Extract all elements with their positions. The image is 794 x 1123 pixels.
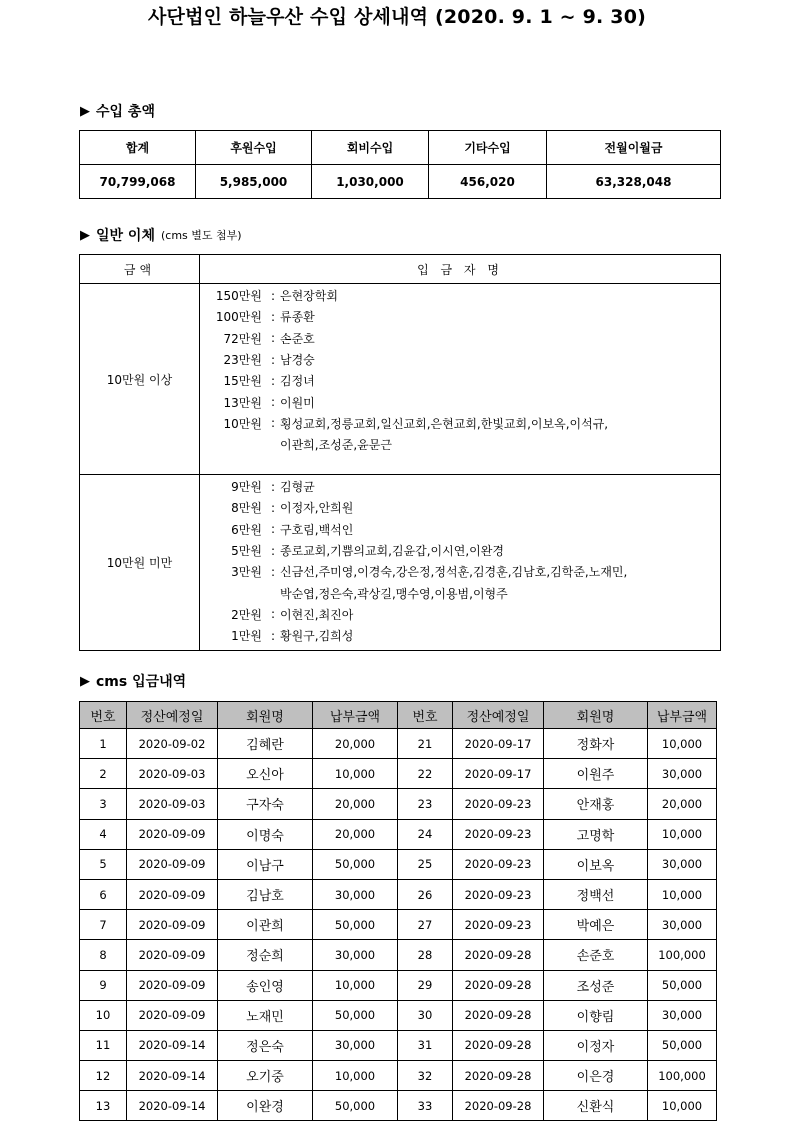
cell-amount: 50,000 <box>313 849 398 879</box>
cell-number: 26 <box>398 879 453 909</box>
cell-member-name: 이향림 <box>544 1000 648 1030</box>
summary-membership: 1,030,000 <box>312 165 429 199</box>
above-100k-row <box>80 284 721 475</box>
below-100k-label: 10만원 미만 <box>80 475 200 651</box>
donor-line: 15만원 : 김정녀 <box>223 373 315 389</box>
summary-carryover: 63,328,048 <box>547 165 721 199</box>
cell-number: 12 <box>80 1061 127 1091</box>
cell-settlement-date: 2020-09-02 <box>127 729 218 759</box>
depositor-header: 입 금 자 명 <box>200 255 721 284</box>
cell-number: 22 <box>398 759 453 789</box>
cell-member-name: 오신아 <box>218 759 313 789</box>
donor-line-continued: 이관희,조성준,윤문근 <box>280 438 392 453</box>
cell-member-name: 박예은 <box>544 910 648 940</box>
table-row <box>80 879 717 909</box>
cell-member-name: 이관희 <box>218 910 313 940</box>
table-row <box>80 789 717 819</box>
cms-header: 납부금액 <box>313 702 398 729</box>
cell-amount: 20,000 <box>313 819 398 849</box>
cell-amount: 20,000 <box>313 729 398 759</box>
cell-number: 9 <box>80 970 127 1000</box>
cms-header: 회원명 <box>218 702 313 729</box>
cell-amount: 10,000 <box>313 970 398 1000</box>
summary-table <box>79 130 721 199</box>
donor-line: 8만원 : 이정자,안희원 <box>231 500 354 516</box>
cell-settlement-date: 2020-09-09 <box>127 1000 218 1030</box>
cell-amount: 30,000 <box>313 879 398 909</box>
cell-settlement-date: 2020-09-09 <box>127 849 218 879</box>
cell-member-name: 노재민 <box>218 1000 313 1030</box>
cell-member-name: 이원주 <box>544 759 648 789</box>
table-row <box>80 819 717 849</box>
cell-settlement-date: 2020-09-14 <box>127 1061 218 1091</box>
cms-header-row <box>80 702 717 729</box>
donor-line: 2만원 : 이현진,최진아 <box>231 607 354 622</box>
cell-member-name: 김남호 <box>218 879 313 909</box>
cell-amount: 50,000 <box>313 1000 398 1030</box>
summary-total: 70,799,068 <box>80 165 196 199</box>
cell-settlement-date: 2020-09-03 <box>127 759 218 789</box>
cell-number: 24 <box>398 819 453 849</box>
cell-amount: 30,000 <box>313 1030 398 1060</box>
cell-settlement-date: 2020-09-23 <box>453 819 544 849</box>
above-100k-label: 10만원 이상 <box>80 284 200 475</box>
cell-number: 1 <box>80 729 127 759</box>
summary-header: 합계 <box>80 131 196 165</box>
cell-amount: 50,000 <box>648 1030 717 1060</box>
table-row <box>80 1000 717 1030</box>
cell-number: 6 <box>80 879 127 909</box>
cell-settlement-date: 2020-09-23 <box>453 789 544 819</box>
cell-member-name: 정백선 <box>544 879 648 909</box>
donor-line: 3만원 : 신금선,주미영,이경숙,강은정,정석훈,김경훈,김남호,김학준,노재민, <box>231 564 628 580</box>
summary-header: 전월이월금 <box>547 131 721 165</box>
general-note: (cms 별도 첨부) <box>160 229 242 242</box>
cell-amount: 20,000 <box>313 789 398 819</box>
cell-amount: 30,000 <box>648 910 717 940</box>
cell-settlement-date: 2020-09-09 <box>127 940 218 970</box>
donor-line: 10만원 : 횡성교회,정릉교회,일신교회,은현교회,한빛교회,이보옥,이석규, <box>223 416 609 431</box>
summary-header: 기타수입 <box>429 131 547 165</box>
cell-number: 8 <box>80 940 127 970</box>
above-100k-list <box>200 284 721 475</box>
cell-member-name: 신환식 <box>544 1091 648 1121</box>
amount-header: 금액 <box>80 255 200 284</box>
cell-amount: 30,000 <box>648 849 717 879</box>
donor-line: 9만원 : 김형균 <box>231 479 315 495</box>
cell-member-name: 정화자 <box>544 729 648 759</box>
summary-heading: ▶ 수입 총액 <box>80 103 155 120</box>
cell-settlement-date: 2020-09-28 <box>453 1061 544 1091</box>
table-row <box>80 910 717 940</box>
cell-settlement-date: 2020-09-14 <box>127 1091 218 1121</box>
triangle-bullet-icon: ▶ <box>80 227 90 243</box>
cell-member-name: 이보옥 <box>544 849 648 879</box>
cell-amount: 20,000 <box>648 789 717 819</box>
cell-member-name: 이명숙 <box>218 819 313 849</box>
cell-member-name: 조성준 <box>544 970 648 1000</box>
donor-line: 13만원 : 이원미 <box>223 395 315 410</box>
cell-settlement-date: 2020-09-28 <box>453 1091 544 1121</box>
summary-value-row <box>80 165 721 199</box>
cell-number: 21 <box>398 729 453 759</box>
cell-settlement-date: 2020-09-14 <box>127 1030 218 1060</box>
table-row <box>80 759 717 789</box>
cell-number: 2 <box>80 759 127 789</box>
donor-line: 72만원 : 손준호 <box>223 331 315 346</box>
cell-number: 3 <box>80 789 127 819</box>
cell-settlement-date: 2020-09-28 <box>453 1030 544 1060</box>
cell-amount: 10,000 <box>648 819 717 849</box>
cell-number: 23 <box>398 789 453 819</box>
cell-member-name: 송인영 <box>218 970 313 1000</box>
cell-amount: 10,000 <box>648 1091 717 1121</box>
cell-amount: 50,000 <box>313 910 398 940</box>
page-title: 사단법인 하늘우산 수입 상세내역 (2020. 9. 1 ~ 9. 30) <box>147 6 646 28</box>
cms-header: 정산예정일 <box>127 702 218 729</box>
cell-settlement-date: 2020-09-23 <box>453 849 544 879</box>
cell-amount: 10,000 <box>313 759 398 789</box>
cell-settlement-date: 2020-09-23 <box>453 910 544 940</box>
cell-amount: 10,000 <box>648 729 717 759</box>
cell-amount: 30,000 <box>648 759 717 789</box>
cell-member-name: 손준호 <box>544 940 648 970</box>
cell-settlement-date: 2020-09-03 <box>127 789 218 819</box>
donor-line: 6만원 : 구호림,백석인 <box>231 522 354 537</box>
table-row <box>80 1091 717 1121</box>
below-100k-row <box>80 475 721 651</box>
cell-member-name: 구자숙 <box>218 789 313 819</box>
general-transfer-table <box>79 254 721 651</box>
summary-header-row <box>80 131 721 165</box>
table-row <box>80 970 717 1000</box>
cell-settlement-date: 2020-09-23 <box>453 879 544 909</box>
cell-amount: 10,000 <box>648 879 717 909</box>
cms-header: 납부금액 <box>648 702 717 729</box>
triangle-bullet-icon: ▶ <box>80 673 90 689</box>
cell-amount: 50,000 <box>313 1091 398 1121</box>
donor-line: 23만원 : 남경숭 <box>223 352 315 368</box>
general-heading: ▶ 일반 이체 (cms 별도 첨부) <box>80 227 242 244</box>
cell-number: 10 <box>80 1000 127 1030</box>
cell-number: 5 <box>80 849 127 879</box>
cell-number: 13 <box>80 1091 127 1121</box>
table-row <box>80 1061 717 1091</box>
cell-number: 31 <box>398 1030 453 1060</box>
cell-number: 11 <box>80 1030 127 1060</box>
cms-header: 정산예정일 <box>453 702 544 729</box>
cell-settlement-date: 2020-09-17 <box>453 729 544 759</box>
donor-line: 100만원 : 류종환 <box>215 309 315 325</box>
cell-member-name: 안재홍 <box>544 789 648 819</box>
cell-member-name: 이완경 <box>218 1091 313 1121</box>
donor-line-continued: 박순엽,정은숙,곽상길,맹수영,이용범,이형주 <box>280 586 508 601</box>
cell-amount: 50,000 <box>648 970 717 1000</box>
cms-header: 번호 <box>80 702 127 729</box>
cms-heading: ▶ cms 입금내역 <box>80 673 187 690</box>
cell-number: 28 <box>398 940 453 970</box>
cms-table <box>79 701 717 1121</box>
cell-number: 33 <box>398 1091 453 1121</box>
donor-line: 1만원 : 황원구,김희성 <box>231 628 354 644</box>
cell-settlement-date: 2020-09-28 <box>453 970 544 1000</box>
cell-member-name: 오기중 <box>218 1061 313 1091</box>
cell-amount: 100,000 <box>648 1061 717 1091</box>
triangle-bullet-icon: ▶ <box>80 103 90 119</box>
cell-amount: 30,000 <box>648 1000 717 1030</box>
table-row <box>80 849 717 879</box>
cell-number: 25 <box>398 849 453 879</box>
cell-member-name: 이정자 <box>544 1030 648 1060</box>
summary-other: 456,020 <box>429 165 547 199</box>
cell-settlement-date: 2020-09-09 <box>127 879 218 909</box>
cell-settlement-date: 2020-09-28 <box>453 940 544 970</box>
cell-settlement-date: 2020-09-09 <box>127 970 218 1000</box>
table-row <box>80 940 717 970</box>
cell-number: 4 <box>80 819 127 849</box>
cell-member-name: 김혜란 <box>218 729 313 759</box>
cms-header: 회원명 <box>544 702 648 729</box>
cell-settlement-date: 2020-09-09 <box>127 910 218 940</box>
below-100k-list <box>200 475 721 651</box>
cell-number: 29 <box>398 970 453 1000</box>
cell-member-name: 이은경 <box>544 1061 648 1091</box>
cell-amount: 100,000 <box>648 940 717 970</box>
cell-number: 7 <box>80 910 127 940</box>
summary-header: 후원수입 <box>196 131 312 165</box>
cell-settlement-date: 2020-09-28 <box>453 1000 544 1030</box>
summary-header: 회비수입 <box>312 131 429 165</box>
cell-number: 27 <box>398 910 453 940</box>
table-row <box>80 729 717 759</box>
table-row <box>80 1030 717 1060</box>
donor-line: 5만원 : 종로교회,기쁨의교회,김윤갑,이시연,이완경 <box>231 543 504 559</box>
cell-member-name: 고명학 <box>544 819 648 849</box>
summary-donation: 5,985,000 <box>196 165 312 199</box>
cell-member-name: 이남구 <box>218 849 313 879</box>
donor-line: 150만원 : 은현장학회 <box>215 288 338 304</box>
cell-settlement-date: 2020-09-17 <box>453 759 544 789</box>
cell-member-name: 정은숙 <box>218 1030 313 1060</box>
cms-header: 번호 <box>398 702 453 729</box>
cell-settlement-date: 2020-09-09 <box>127 819 218 849</box>
cell-number: 32 <box>398 1061 453 1091</box>
cell-amount: 10,000 <box>313 1061 398 1091</box>
general-header-row <box>80 255 721 284</box>
cell-number: 30 <box>398 1000 453 1030</box>
cell-amount: 30,000 <box>313 940 398 970</box>
cell-member-name: 정순희 <box>218 940 313 970</box>
